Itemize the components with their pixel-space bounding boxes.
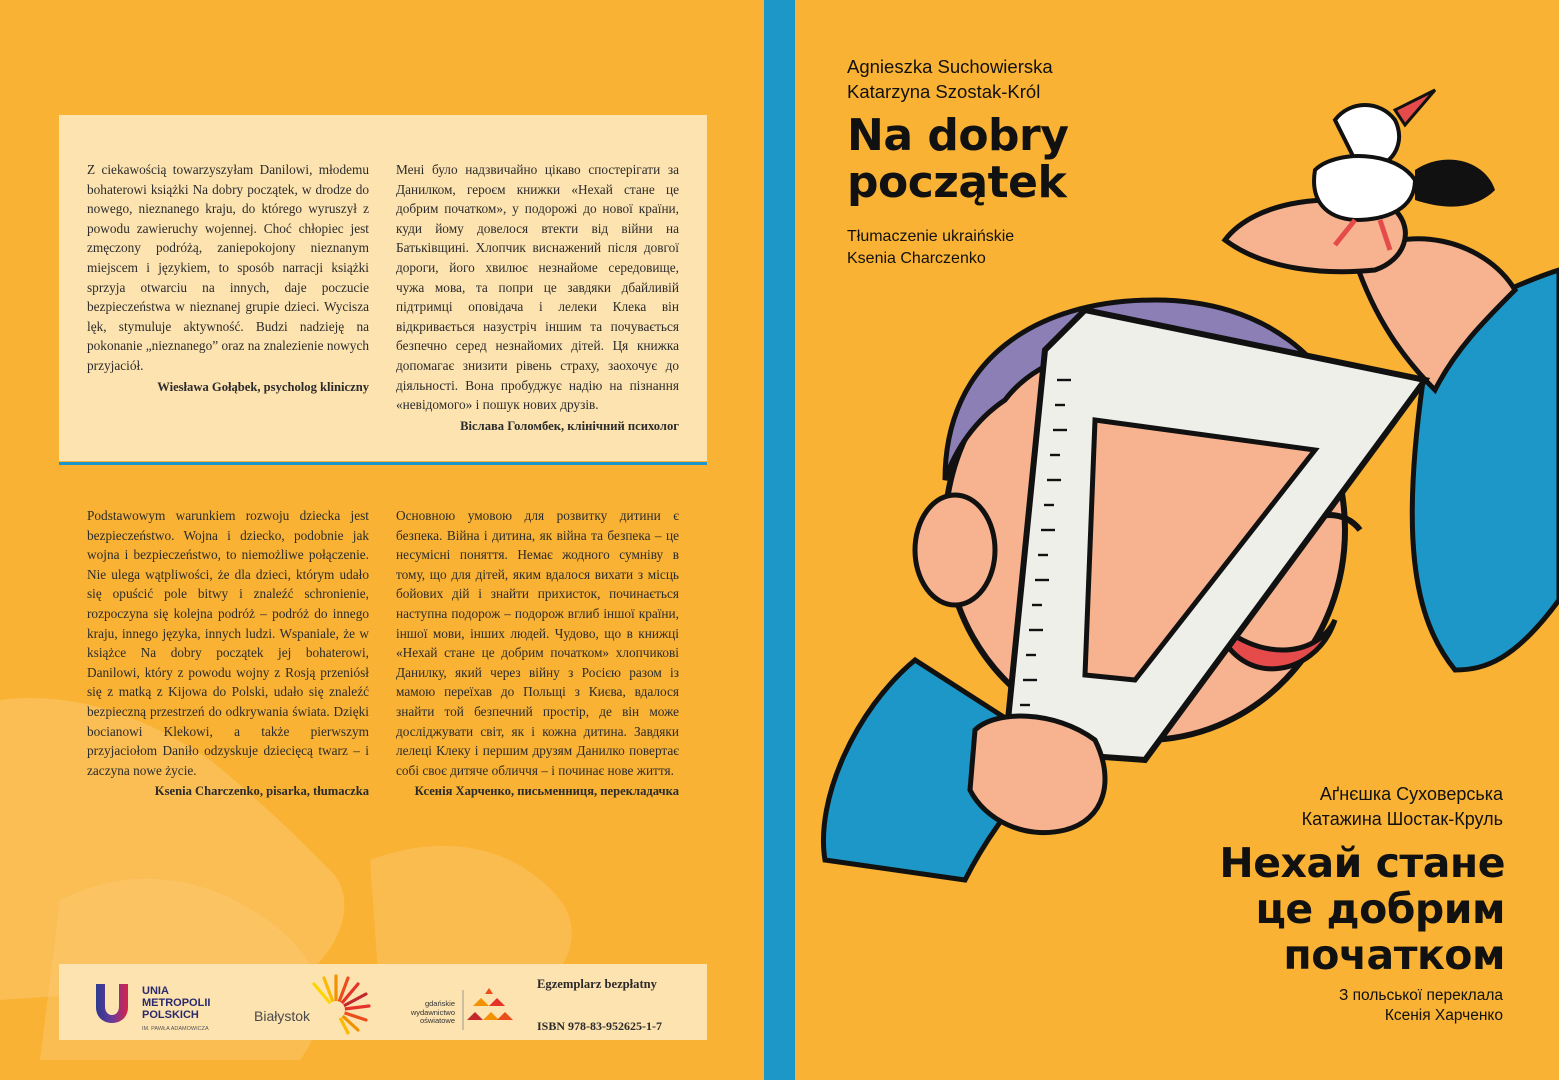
author-2-ukrainian: Катажина Шостак-Круль: [1301, 809, 1503, 829]
authors-ukrainian: [1302, 782, 1503, 832]
back-cover: [0, 0, 764, 1080]
author-1-polish: Agnieszka Suchowierska: [847, 56, 1053, 77]
free-copy-label: Egzemplarz bezpłatny: [537, 977, 657, 991]
review-1-polish-text: Z ciekawością towarzyszyłam Danilowi, młodemu bohaterowi książki Na dobry początek, w drodze do nowego, nieznanego kraju, do którego wyruszył z powodu zawieruchy wojennej. Choć chłopiec jest zmęczony podróżą, zaniepokojony nieznanym miejscem i językiem, to sposób narracji książki sprzyja otwarciu na innych, daje poczucie bezpieczeństwa w nieznanej grupie dzieci. Wycisza lęk, stymuluje aktywność. Budzi nadzieję na pokonanie „nieznanego” oraz na znalezienie nowych przyjaciół.: [87, 162, 369, 373]
gwo-name: [399, 1000, 455, 1026]
translation-label: Tłumaczenie ukraińskie: [847, 228, 1015, 245]
bialystok-logo: [254, 970, 374, 1036]
translation-credit-polish: [847, 226, 1014, 270]
title-polish-line-2: początek: [847, 157, 1067, 208]
gwo-line-2: wydawnictwo: [410, 1007, 455, 1017]
publisher-logos-bar: [59, 964, 707, 1040]
review-1-ukrainian: [396, 160, 679, 436]
review-1-polish: [87, 160, 369, 397]
review-2-ukrainian-signature: Ксенія Харченко, письменниця, перекладачка: [414, 784, 679, 799]
ump-name: [142, 985, 210, 1021]
gwo-line-3: oświatowe: [419, 1016, 455, 1025]
bialystok-label: Białystok: [254, 1008, 311, 1024]
title-polish: [847, 112, 1068, 206]
ump-line-1: UNIA: [142, 985, 169, 997]
author-1-ukrainian: Аґнєшка Суховерська: [1319, 784, 1503, 804]
ump-line-2: METROPOLII: [142, 997, 211, 1009]
review-1-ukrainian-text: Мені було надзвичайно цікаво спостерігати за Данилком, героєм книжки «Нехай стане це добрим початком», у подорожі до нової країни, куди йому довелося втекти від війни на Батьківщині. Хлопчик виснажений після довгої дороги, його хвилює незнайоме середовище, чужа мова, та попри це завдяки дбайливій підтримці оповідача і лелеки Клека він відкривається назустріч іншим та почувається безпечно серед незнайомих дітей. Ця книжка допомагає знизити рівень страху, заохочує до діяльності. Вона пробуджує надію на пізнання «невідомого» і пошук нових друзів.: [396, 162, 679, 413]
unia-metropolii-logo: [92, 982, 232, 1040]
gwo-line-1: gdańskie: [424, 999, 455, 1008]
isbn: ISBN 978-83-952625-1-7: [537, 1019, 662, 1033]
review-2-ukrainian-text: Основною умовою для розвитку дитини є безпека. Війна і дитина, як війна та безпека – це несумісні поняття. Немає жодного сумніву в тому, що для дітей, яким вдалося вихати з місць бойових дій і знайти прихисток, починається наступна подорож – подорож вглиб іншої країни, іншої мови, інших людей. Чудово, що в книжці «Нехай стане це добрим початком» хлопчикові Данилку, який через війну з Росією разом із мамою переїхав до Польщі з Києва, вдалося знайти той безпечний простір, де він може досліджувати світ, як і кожна дитина. Завдяки лелеці Клеку і першим друзям Данилко повертає собі своє дитяче обличчя – і починає нове життя.: [396, 508, 679, 778]
review-2-polish-signature: Ksenia Charczenko, pisarka, tłumaczka: [154, 784, 369, 799]
translator-name-ukrainian: Ксенія Харченко: [1384, 1007, 1503, 1024]
review-2-ukrainian: [396, 506, 679, 802]
translator-name-polish: Ksenia Charczenko: [847, 250, 986, 267]
panel-divider: [59, 462, 707, 465]
ump-line-3: POLSKICH: [142, 1009, 199, 1021]
ump-u-icon: [92, 982, 132, 1024]
gwo-emblem-icon: [461, 986, 517, 1032]
title-ukrainian-line-1: Нехай стане: [1219, 839, 1505, 887]
book-spine: [764, 0, 795, 1080]
authors-polish: [847, 54, 1053, 104]
translation-credit-ukrainian: [1339, 986, 1503, 1026]
ump-subtitle: IM. PAWŁA ADAMOWICZA: [142, 1026, 209, 1032]
title-ukrainian-line-2: це добрим: [1255, 885, 1505, 933]
translation-label-ukrainian: З польської переклала: [1338, 987, 1503, 1004]
review-2-polish: [87, 506, 369, 802]
review-2-polish-text: Podstawowym warunkiem rozwoju dziecka jest bezpieczeństwo. Wojna i dziecko, podobnie jak wojna i bezpieczeństwo, to niemożliwe połączenie. Nie ulega wątpliwości, że dla dzieci, którym udało się opuścić pole bitwy i znaleźć schronienie, rozpoczyna się kolejna podróż – podróż do innego kraju, innego języka, innych ludzi. Wspaniale, że w książce Na dobry początek jej bohaterowi, Danilowi, który z powodu wojny z Rosją przeniósł się z matką z Kijowa do Polski, udało się znaleźć bezpieczną przestrzeń do odkrywania świata. Dzięki bocianowi Klekowi, a także pierwszym przyjaciołom Daniło odzyskuje dziecięcą twarz – i zaczyna nowe życie.: [87, 508, 369, 778]
bialystok-sun-icon: [254, 970, 374, 1036]
review-1-polish-signature: Wiesława Gołąbek, psycholog kliniczny: [157, 379, 369, 394]
front-cover: [795, 0, 1559, 1080]
review-1-ukrainian-signature: Віслава Голомбек, клінічний психолог: [460, 418, 679, 433]
author-2-polish: Katarzyna Szostak-Król: [847, 81, 1041, 102]
gwo-logo: [399, 986, 519, 1036]
title-ukrainian-line-3: початком: [1283, 931, 1505, 979]
title-ukrainian: [1219, 840, 1505, 978]
title-polish-line-1: Na dobry: [847, 110, 1069, 161]
